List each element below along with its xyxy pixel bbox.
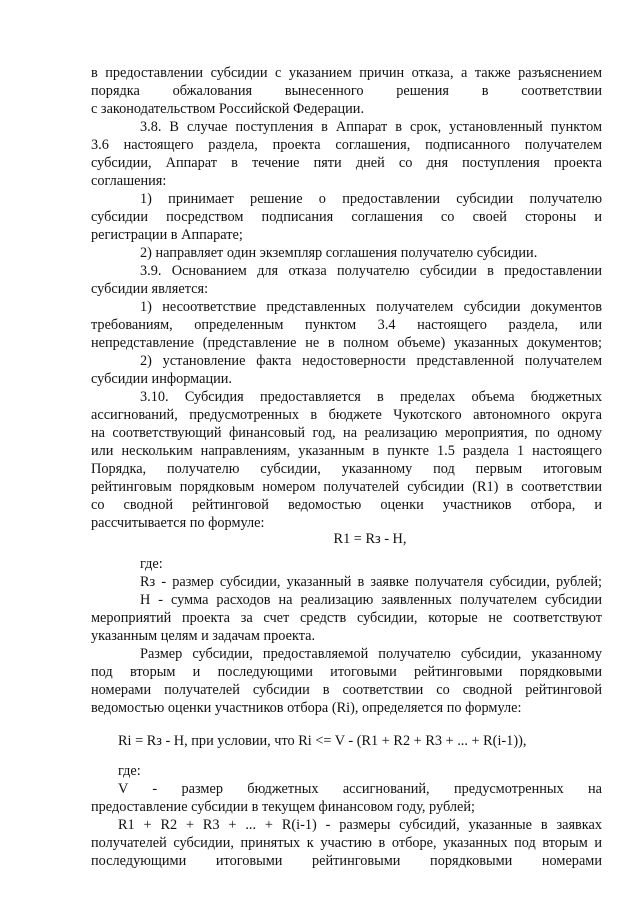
- text-line: последующими итоговыми рейтинговыми порядковыми номерами: [91, 853, 602, 869]
- text-line: номерами получателей субсидии в соответствии со сводной рейтинговой: [91, 682, 602, 698]
- text-line: указанным целям и задачам проекта.: [91, 628, 316, 644]
- text-line: рейтинговым порядковым номером получателей субсидии (R1) в соответствии: [91, 479, 602, 495]
- text-line: 3.6 настоящего раздела, проекта соглашения, подписанного получателем: [91, 137, 602, 153]
- text-line: порядка обжалования вынесенного решения в соответствии: [91, 83, 602, 99]
- text-line: ассигнований, предусмотренных в бюджете Чукотского автономного округа: [91, 407, 602, 423]
- text-line: соглашения:: [91, 173, 167, 189]
- text-line: Rз - размер субсидии, указанный в заявке получателя субсидии, рублей;: [140, 574, 602, 590]
- text-line: V - размер бюджетных ассигнований, предусмотренных на: [118, 781, 602, 797]
- text-line: мероприятий проекта за счет средств субсидии, которые не соответствуют: [91, 610, 602, 626]
- text-line: Порядка, получателю субсидии, указанному под первым итоговым: [91, 461, 602, 477]
- text-line: субсидии информации.: [91, 371, 233, 387]
- text-line: где:: [140, 556, 163, 572]
- text-line: 1) принимает решение о предоставлении субсидии получателю: [140, 191, 602, 207]
- text-line: H - сумма расходов на реализацию заявленных получателем субсидии: [140, 592, 602, 608]
- text-line: 3.9. Основанием для отказа получателю субсидии в предоставлении: [140, 263, 602, 279]
- text-line: 1) несоответствие представленных получателем субсидии документов: [140, 299, 602, 315]
- text-line: 3.10. Субсидия предоставляется в пределах объема бюджетных: [140, 389, 602, 405]
- text-line: на соответствующий финансовый год, на реализацию мероприятия, по одному: [91, 425, 602, 441]
- formula-ri: Ri = Rз - H, при условии, что Ri <= V - (R1 + R2 + R3 + ... + R(i-1)),: [118, 733, 527, 749]
- text-line: субсидии посредством подписания соглашения со своей стороны и: [91, 209, 602, 225]
- text-line: Размер субсидии, предоставляемой получателю субсидии, указанному: [140, 646, 602, 662]
- text-line: ведомостью оценки участников отбора (Ri), определяется по формуле:: [91, 700, 522, 716]
- text-line: субсидии является:: [91, 281, 209, 297]
- text-line: регистрации в Аппарате;: [91, 227, 243, 243]
- text-line: где:: [118, 763, 141, 779]
- text-line: R1 + R2 + R3 + ... + R(i-1) - размеры субсидий, указанные в заявках: [118, 817, 602, 833]
- text-line: со сводной рейтинговой ведомостью оценки участников отбора, и: [91, 497, 602, 513]
- text-line: непредставление (представление не в полном объеме) указанных документов;: [91, 335, 602, 351]
- text-line: предоставление субсидии в текущем финансовом году, рублей;: [91, 799, 475, 815]
- text-line: 2) направляет один экземпляр соглашения получателю субсидии.: [140, 245, 538, 261]
- text-line: под вторым и последующими итоговыми рейтинговыми порядковыми: [91, 664, 602, 680]
- text-line: рассчитывается по формуле:: [91, 515, 265, 531]
- formula-r1: R1 = Rз - H,: [333, 531, 407, 547]
- text-line: или нескольким направлениям, указанным в пункте 1.5 раздела 1 настоящего: [91, 443, 602, 459]
- text-line: с законодательством Российской Федерации.: [91, 101, 365, 117]
- text-line: в предоставлении субсидии с указанием причин отказа, а также разъяснением: [91, 65, 602, 81]
- text-line: получателей субсидии, принятых к участию в отборе, указанных под вторым и: [91, 835, 602, 851]
- text-line: субсидии, Аппарат в течение пяти дней со дня поступления проекта: [91, 155, 602, 171]
- text-line: требованиям, определенным пунктом 3.4 настоящего раздела, или: [91, 317, 602, 333]
- text-line: 2) установление факта недостоверности представленной получателем: [140, 353, 602, 369]
- text-line: 3.8. В случае поступления в Аппарат в срок, установленный пунктом: [140, 119, 602, 135]
